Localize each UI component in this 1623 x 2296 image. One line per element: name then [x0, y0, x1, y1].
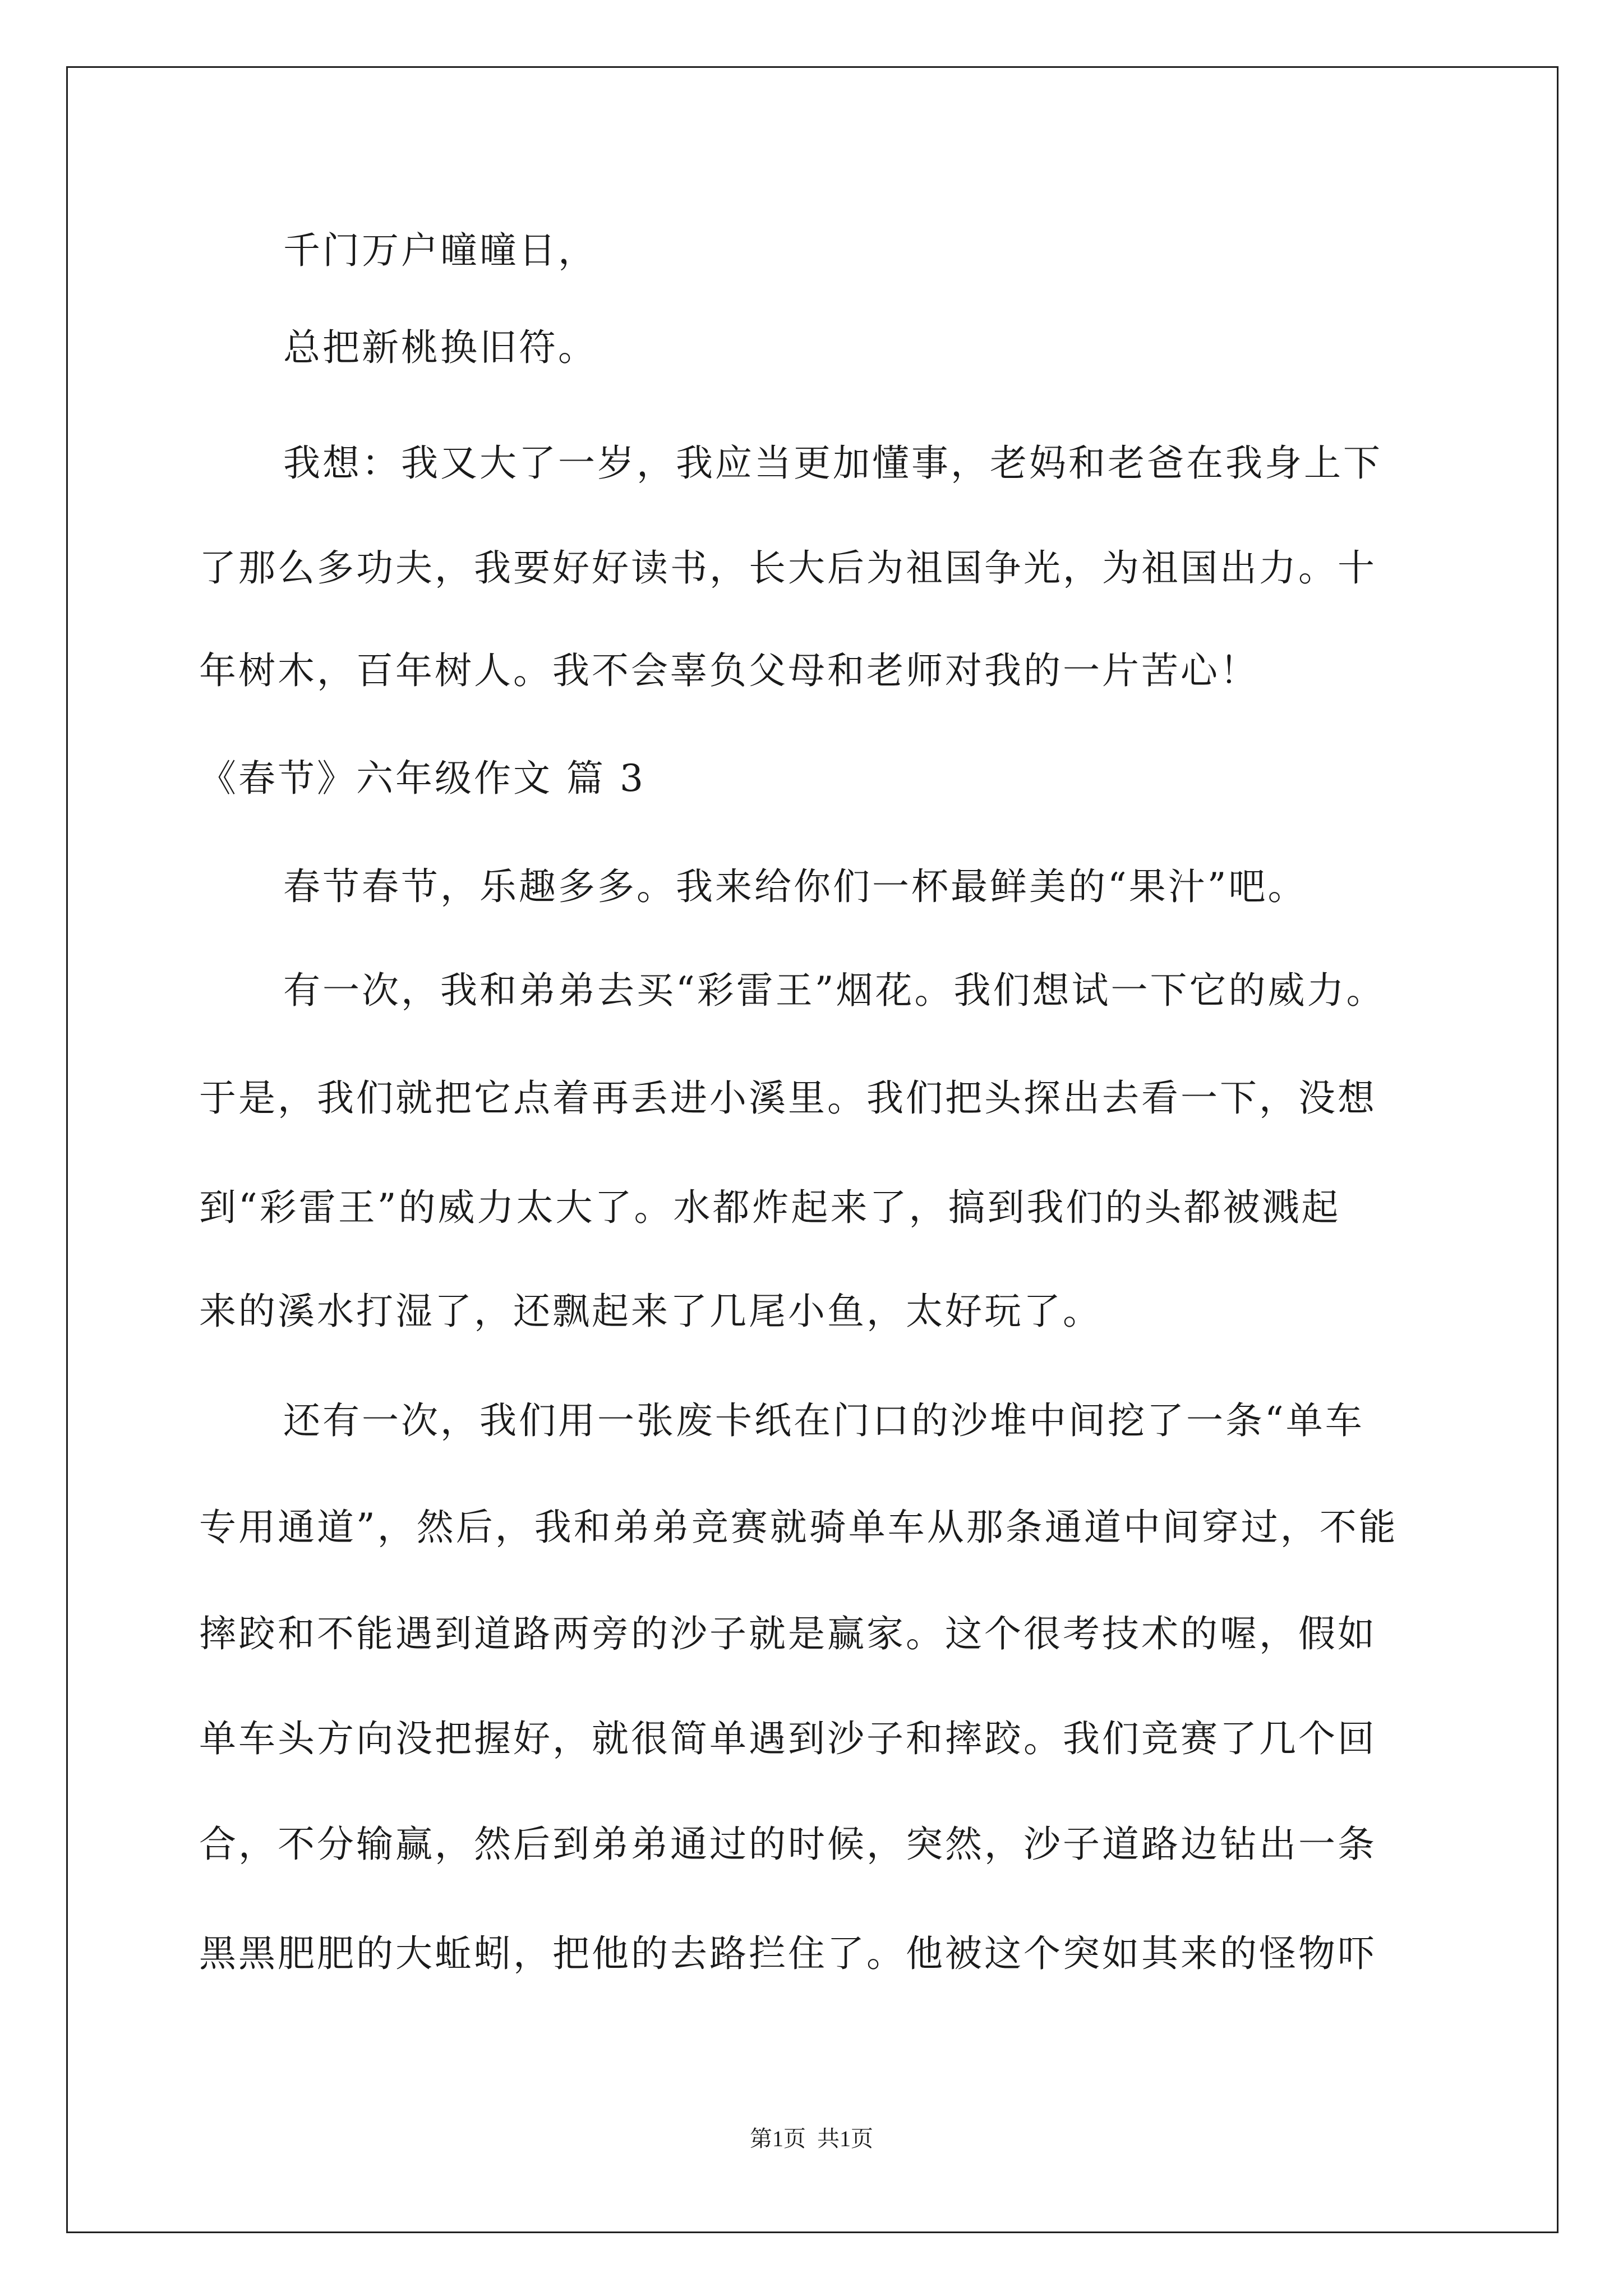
text-line: 黑黑肥肥的大蚯蚓，把他的去路拦住了。他被这个突如其来的怪物吓 [199, 1932, 1377, 1975]
page-footer [0, 2128, 1623, 2150]
text-line: 了那么多功夫，我要好好读书，长大后为祖国争光，为祖国出力。十 [199, 546, 1377, 590]
text-line: 来的溪水打湿了，还飘起来了几尾小鱼，太好玩了。 [199, 1290, 1102, 1333]
text-line: 我想：我又大了一岁，我应当更加懂事，老妈和老爸在我身上下 [283, 441, 1382, 485]
page-border [66, 66, 1559, 2233]
section-heading: 《春节》六年级作文 篇 3 [199, 757, 645, 800]
text-line: 还有一次，我们用一张废卡纸在门口的沙堆中间挖了一条“单车 [283, 1399, 1364, 1442]
text-line: 于是，我们就把它点着再丢进小溪里。我们把头探出去看一下，没想 [199, 1076, 1377, 1120]
text-line: 有一次，我和弟弟去买“彩雷王”烟花。我们想试一下它的威力。 [283, 969, 1386, 1012]
text-line: 春节春节，乐趣多多。我来给你们一杯最鲜美的“果汁”吧。 [283, 865, 1307, 908]
text-line: 年树木，百年树人。我不会辜负父母和老师对我的一片苦心！ [199, 649, 1259, 692]
page-total: 共1页 [817, 2126, 873, 2151]
page-number: 第1页 [750, 2126, 806, 2151]
text-line: 合，不分输赢，然后到弟弟通过的时候，突然，沙子道路边钻出一条 [199, 1823, 1377, 1866]
text-line: 单车头方向没把握好，就很简单遇到沙子和摔跤。我们竞赛了几个回 [199, 1717, 1377, 1760]
text-line: 摔跤和不能遇到道路两旁的沙子就是赢家。这个很考技术的喔，假如 [199, 1612, 1377, 1655]
text-line: 总把新桃换旧符。 [283, 326, 597, 369]
text-line: 千门万户曈曈日， [283, 229, 597, 272]
text-line: 到“彩雷王”的威力太大了。水都炸起来了，搞到我们的头都被溅起 [199, 1186, 1341, 1229]
text-line: 专用通道”，然后，我和弟弟竞赛就骑单车从那条通道中间穿过，不能 [199, 1506, 1398, 1549]
